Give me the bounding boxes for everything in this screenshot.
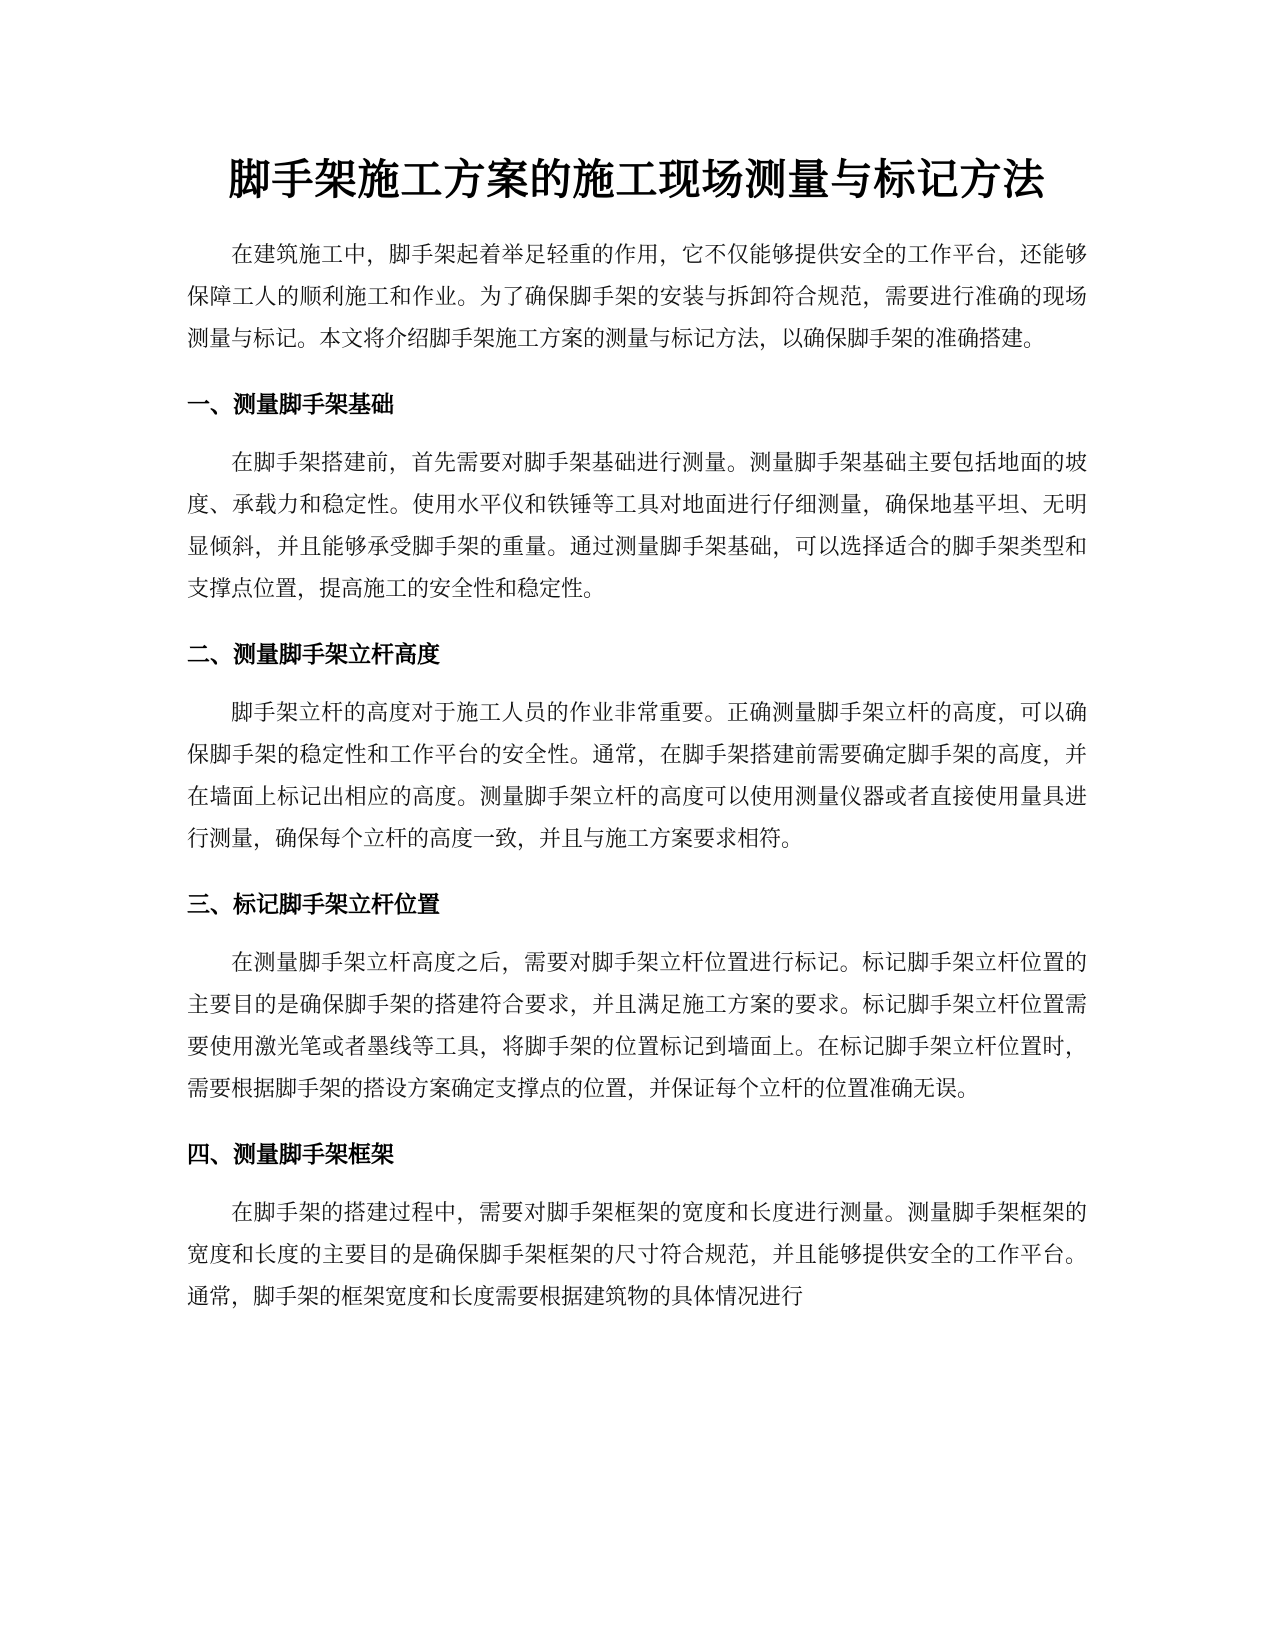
section-pole-position: [187, 888, 1087, 1111]
section-heading: 四、测量脚手架框架: [187, 1142, 394, 1168]
section-paragraph: 在脚手架搭建前，首先需要对脚手架基础进行测量。测量脚手架基础主要包括地面的坡度、承载力和稳定性。使用水平仪和铁锤等工具对地面进行仔细测量，确保地基平坦、无明显倾斜，并且能够承受脚手架的重量。通过测量脚手架基础，可以选择适合的脚手架类型和支撑点位置，提高施工的安全性和稳定性。: [187, 451, 1087, 602]
document-body: [187, 152, 1087, 1319]
section-heading: 一、测量脚手架基础: [187, 392, 394, 418]
section-foundation: [187, 388, 1087, 611]
section-heading: 二、测量脚手架立杆高度: [187, 642, 440, 668]
section-heading: 三、标记脚手架立杆位置: [187, 892, 440, 918]
document-title: 脚手架施工方案的施工现场测量与标记方法: [228, 155, 1046, 204]
section-pole-height: [187, 638, 1087, 861]
section-paragraph: 在测量脚手架立杆高度之后，需要对脚手架立杆位置进行标记。标记脚手架立杆位置的主要目的是确保脚手架的搭建符合要求，并且满足施工方案的要求。标记脚手架立杆位置需要使用激光笔或者墨线等工具，将脚手架的位置标记到墙面上。在标记脚手架立杆位置时，需要根据脚手架的搭设方案确定支撑点的位置，并保证每个立杆的位置准确无误。: [187, 951, 1087, 1102]
intro-paragraph: 在建筑施工中，脚手架起着举足轻重的作用，它不仅能够提供安全的工作平台，还能够保障工人的顺利施工和作业。为了确保脚手架的安装与拆卸符合规范，需要进行准确的现场测量与标记。本文将介绍脚手架施工方案的测量与标记方法，以确保脚手架的准确搭建。: [187, 243, 1087, 352]
section-paragraph: 在脚手架的搭建过程中，需要对脚手架框架的宽度和长度进行测量。测量脚手架框架的宽度和长度的主要目的是确保脚手架框架的尺寸符合规范，并且能够提供安全的工作平台。通常，脚手架的框架宽度和长度需要根据建筑物的具体情况进行: [187, 1201, 1087, 1310]
section-paragraph: 脚手架立杆的高度对于施工人员的作业非常重要。正确测量脚手架立杆的高度，可以确保脚手架的稳定性和工作平台的安全性。通常，在脚手架搭建前需要确定脚手架的高度，并在墙面上标记出相应的高度。测量脚手架立杆的高度可以使用测量仪器或者直接使用量具进行测量，确保每个立杆的高度一致，并且与施工方案要求相符。: [187, 701, 1087, 852]
section-frame: [187, 1138, 1087, 1319]
